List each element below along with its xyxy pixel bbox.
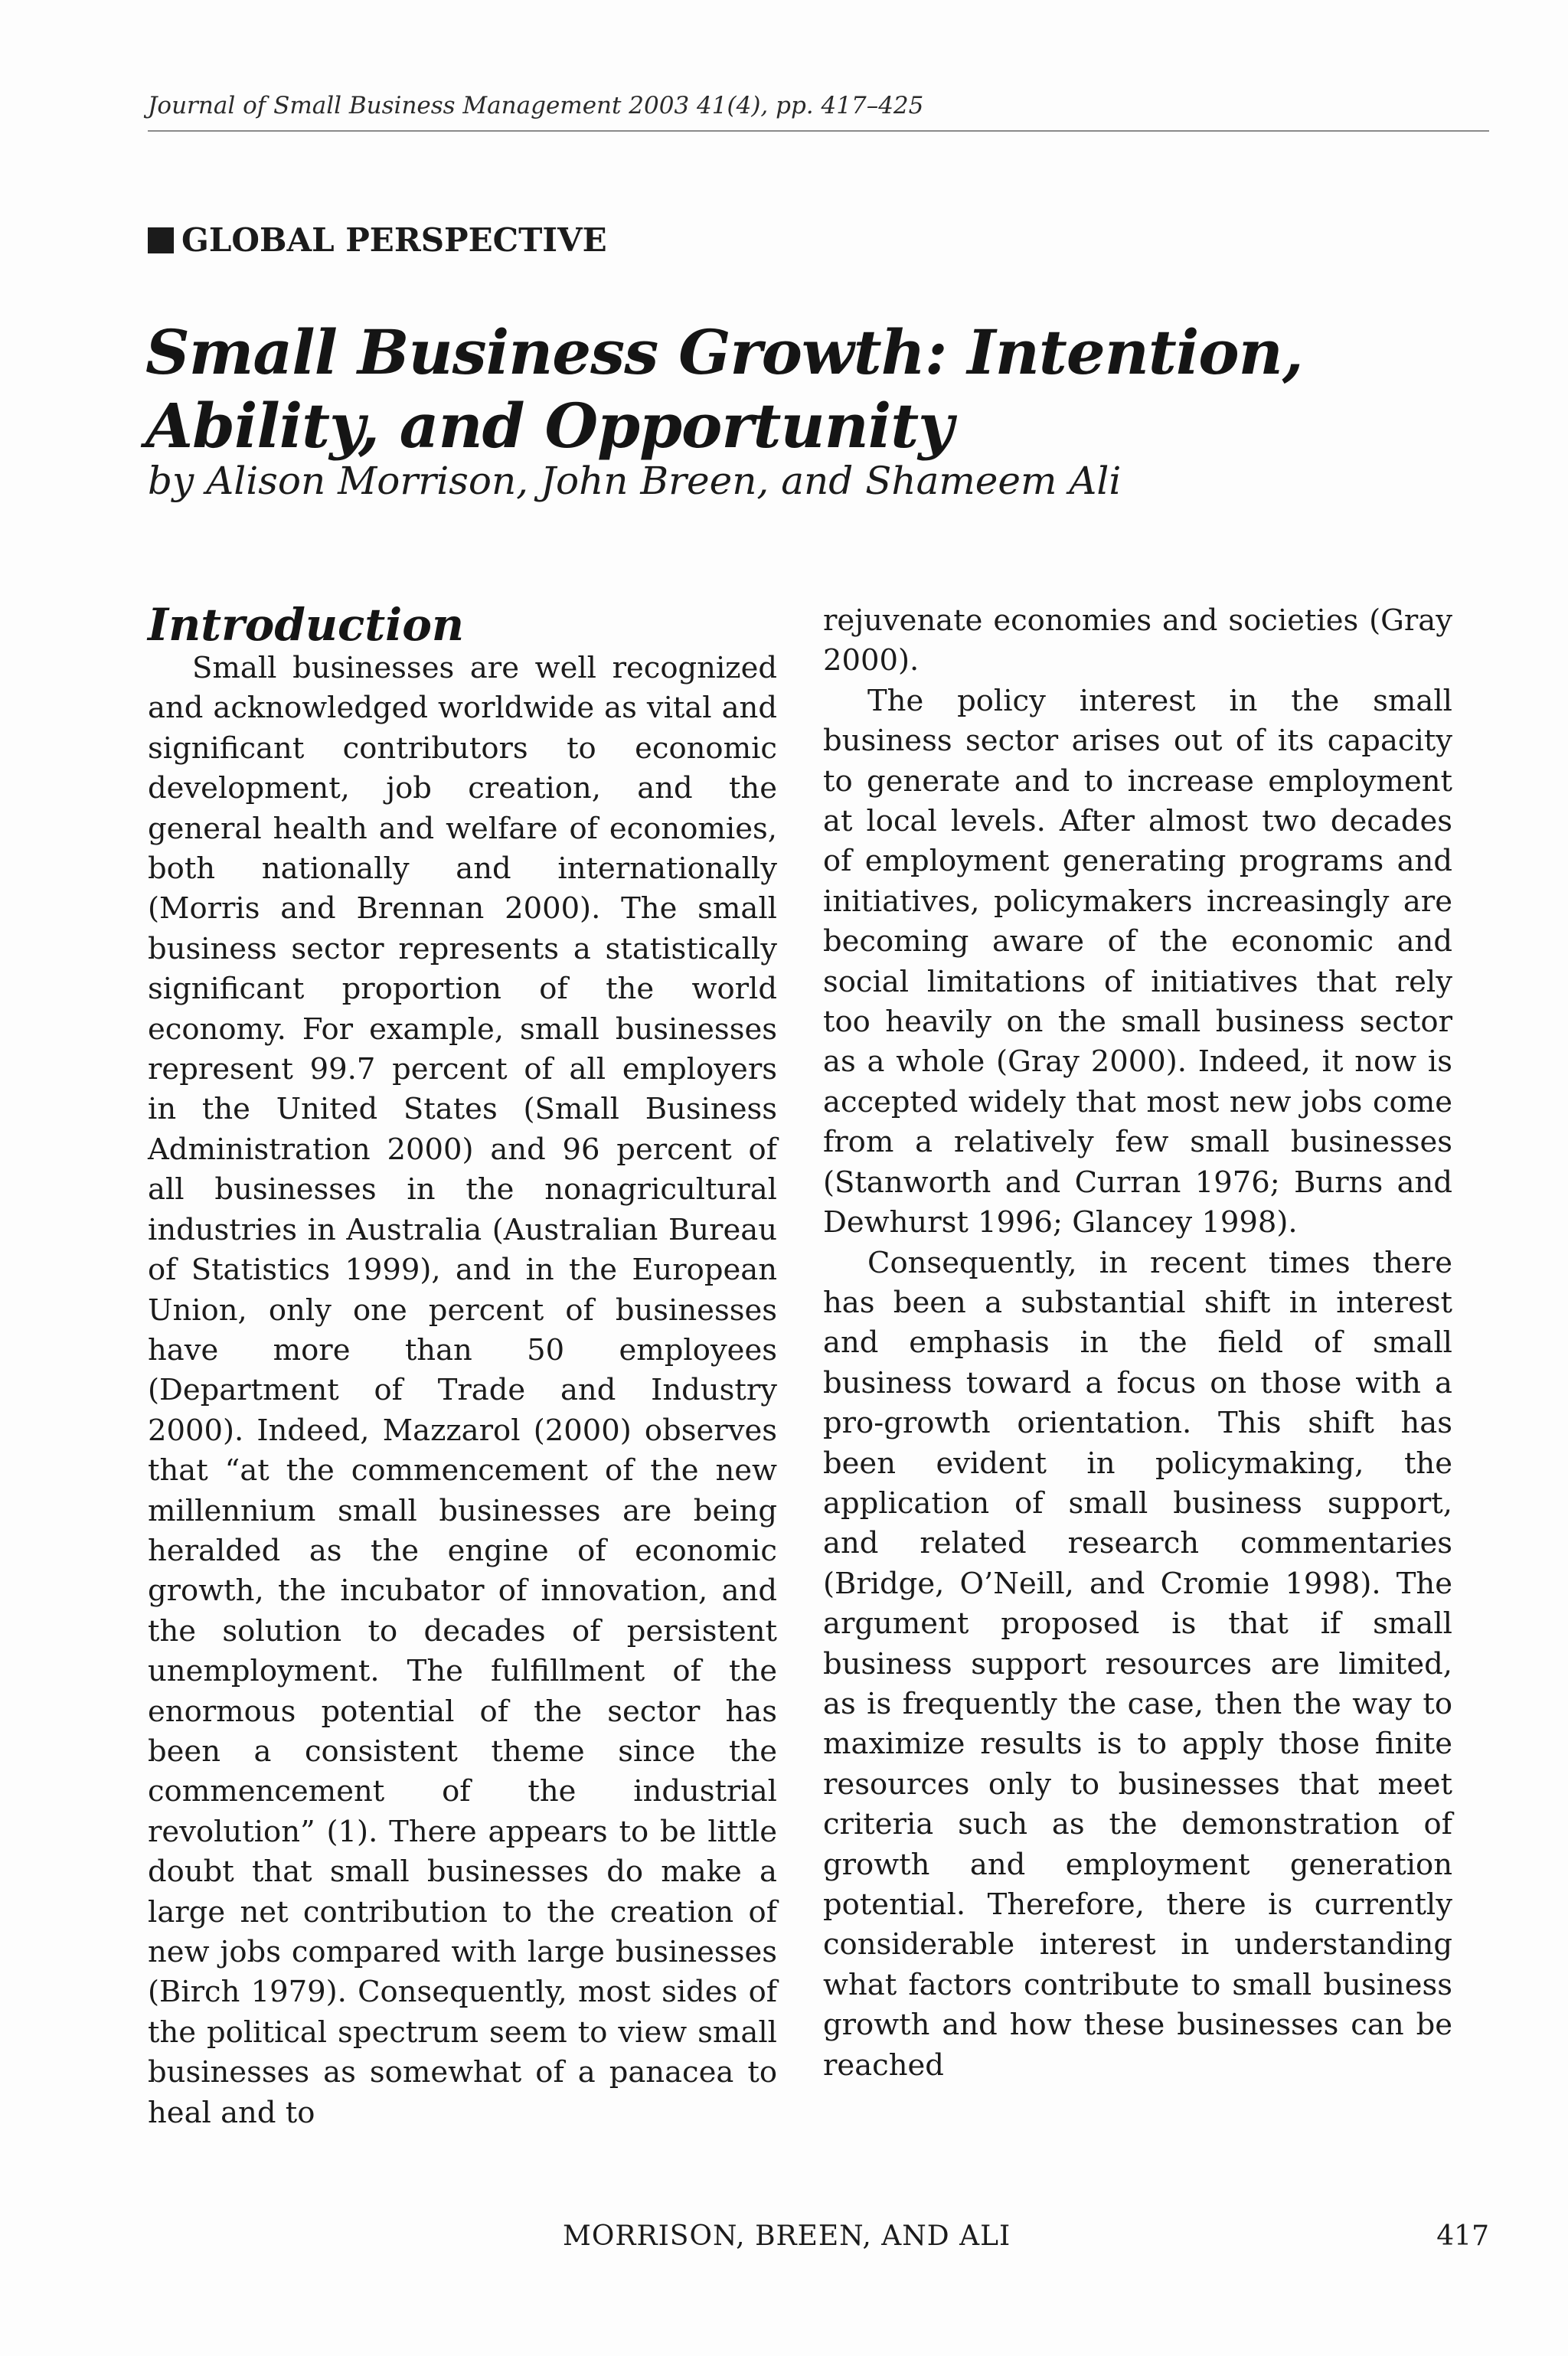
paragraph: Consequently, in recent times there has been a substantial shift in interest and emphasis in the field of small business toward a focus on those with a pro-growth orientation. This shift has been evident in policymaking, the application of small business support, and related research commentaries (Bridge, O’Neill, and Cromie 1998). The argument proposed is that if small business support resources are limited, as is frequently the case, then the way to maximize results is to apply those finite resources only to businesses that meet criteria such as the demonstration of growth and employment generation potential. Therefore, there is currently considerable interest in understanding what factors contribute to small business growth and how these businesses can be reached xyxy=(823,1245,1452,2083)
square-bullet-icon xyxy=(148,227,174,253)
article-title-line-1: Small Business Growth: Intention, xyxy=(145,316,1303,388)
article-title-line-2: Ability, and Opportunity xyxy=(145,390,953,462)
paragraph: The policy interest in the small business sector arises out of its capacity to generate and to increase employment at local levels. After almost two decades of employment generating programs and initiatives, policymakers increasingly are becoming aware of the economic and social limitations of initiatives that rely too heavily on the small business sector as a whole (Gray 2000). Indeed, it now is accepted widely that most new jobs come from a relatively few small businesses (Stanworth and Curran 1976; Burns and Dewhurst 1996; Glancey 1998). xyxy=(823,683,1452,1240)
article-title xyxy=(145,315,1493,462)
left-column xyxy=(148,601,777,2133)
right-column xyxy=(823,601,1452,2086)
page-number: 417 xyxy=(1436,2220,1489,2252)
section-heading: Introduction xyxy=(148,599,465,651)
footer-authors: MORRISON, BREEN, AND ALI xyxy=(563,2220,1011,2252)
running-head: Journal of Small Business Management 2003 41(4), pp. 417–425 xyxy=(148,90,1489,132)
section-label xyxy=(148,221,607,260)
section-label-text: GLOBAL PERSPECTIVE xyxy=(181,221,607,259)
paragraph: Small businesses are well recognized and acknowledged worldwide as vital and significant contributors to economic development, job creation, and the general health and welfare of economies, both nationally and internationally (Morris and Brennan 2000). The small business sector represents a statistically significant proportion of the world economy. For example, small businesses represent 99.7 percent of all employers in the United States (Small Business Administration 2000) and 96 percent of all businesses in the nonagricultural industries in Australia (Australian Bureau of Statistics 1999), and in the European Union, only one percent of businesses have more than 50 employees (Department of Trade and Industry 2000). Indeed, Mazzarol (2000) observes that “at the commencement of the new millennium small businesses are being heralded as the engine of economic growth, the incubator of innovation, and the solution to decades of persistent unemployment. The fulfillment of the enormous potential of the sector has been a consistent theme since the commencement of the industrial revolution” (1). There appears to be little doubt that small businesses do make a large net contribution to the creation of new jobs compared with large businesses (Birch 1979). Consequently, most sides of the political spectrum seem to view small businesses as somewhat of a panacea to heal and to xyxy=(148,651,777,2130)
article-authors: by Alison Morrison, John Breen, and Shameem Ali xyxy=(148,459,1122,503)
paragraph-continued: rejuvenate economies and societies (Gray 2000). xyxy=(823,603,1452,678)
